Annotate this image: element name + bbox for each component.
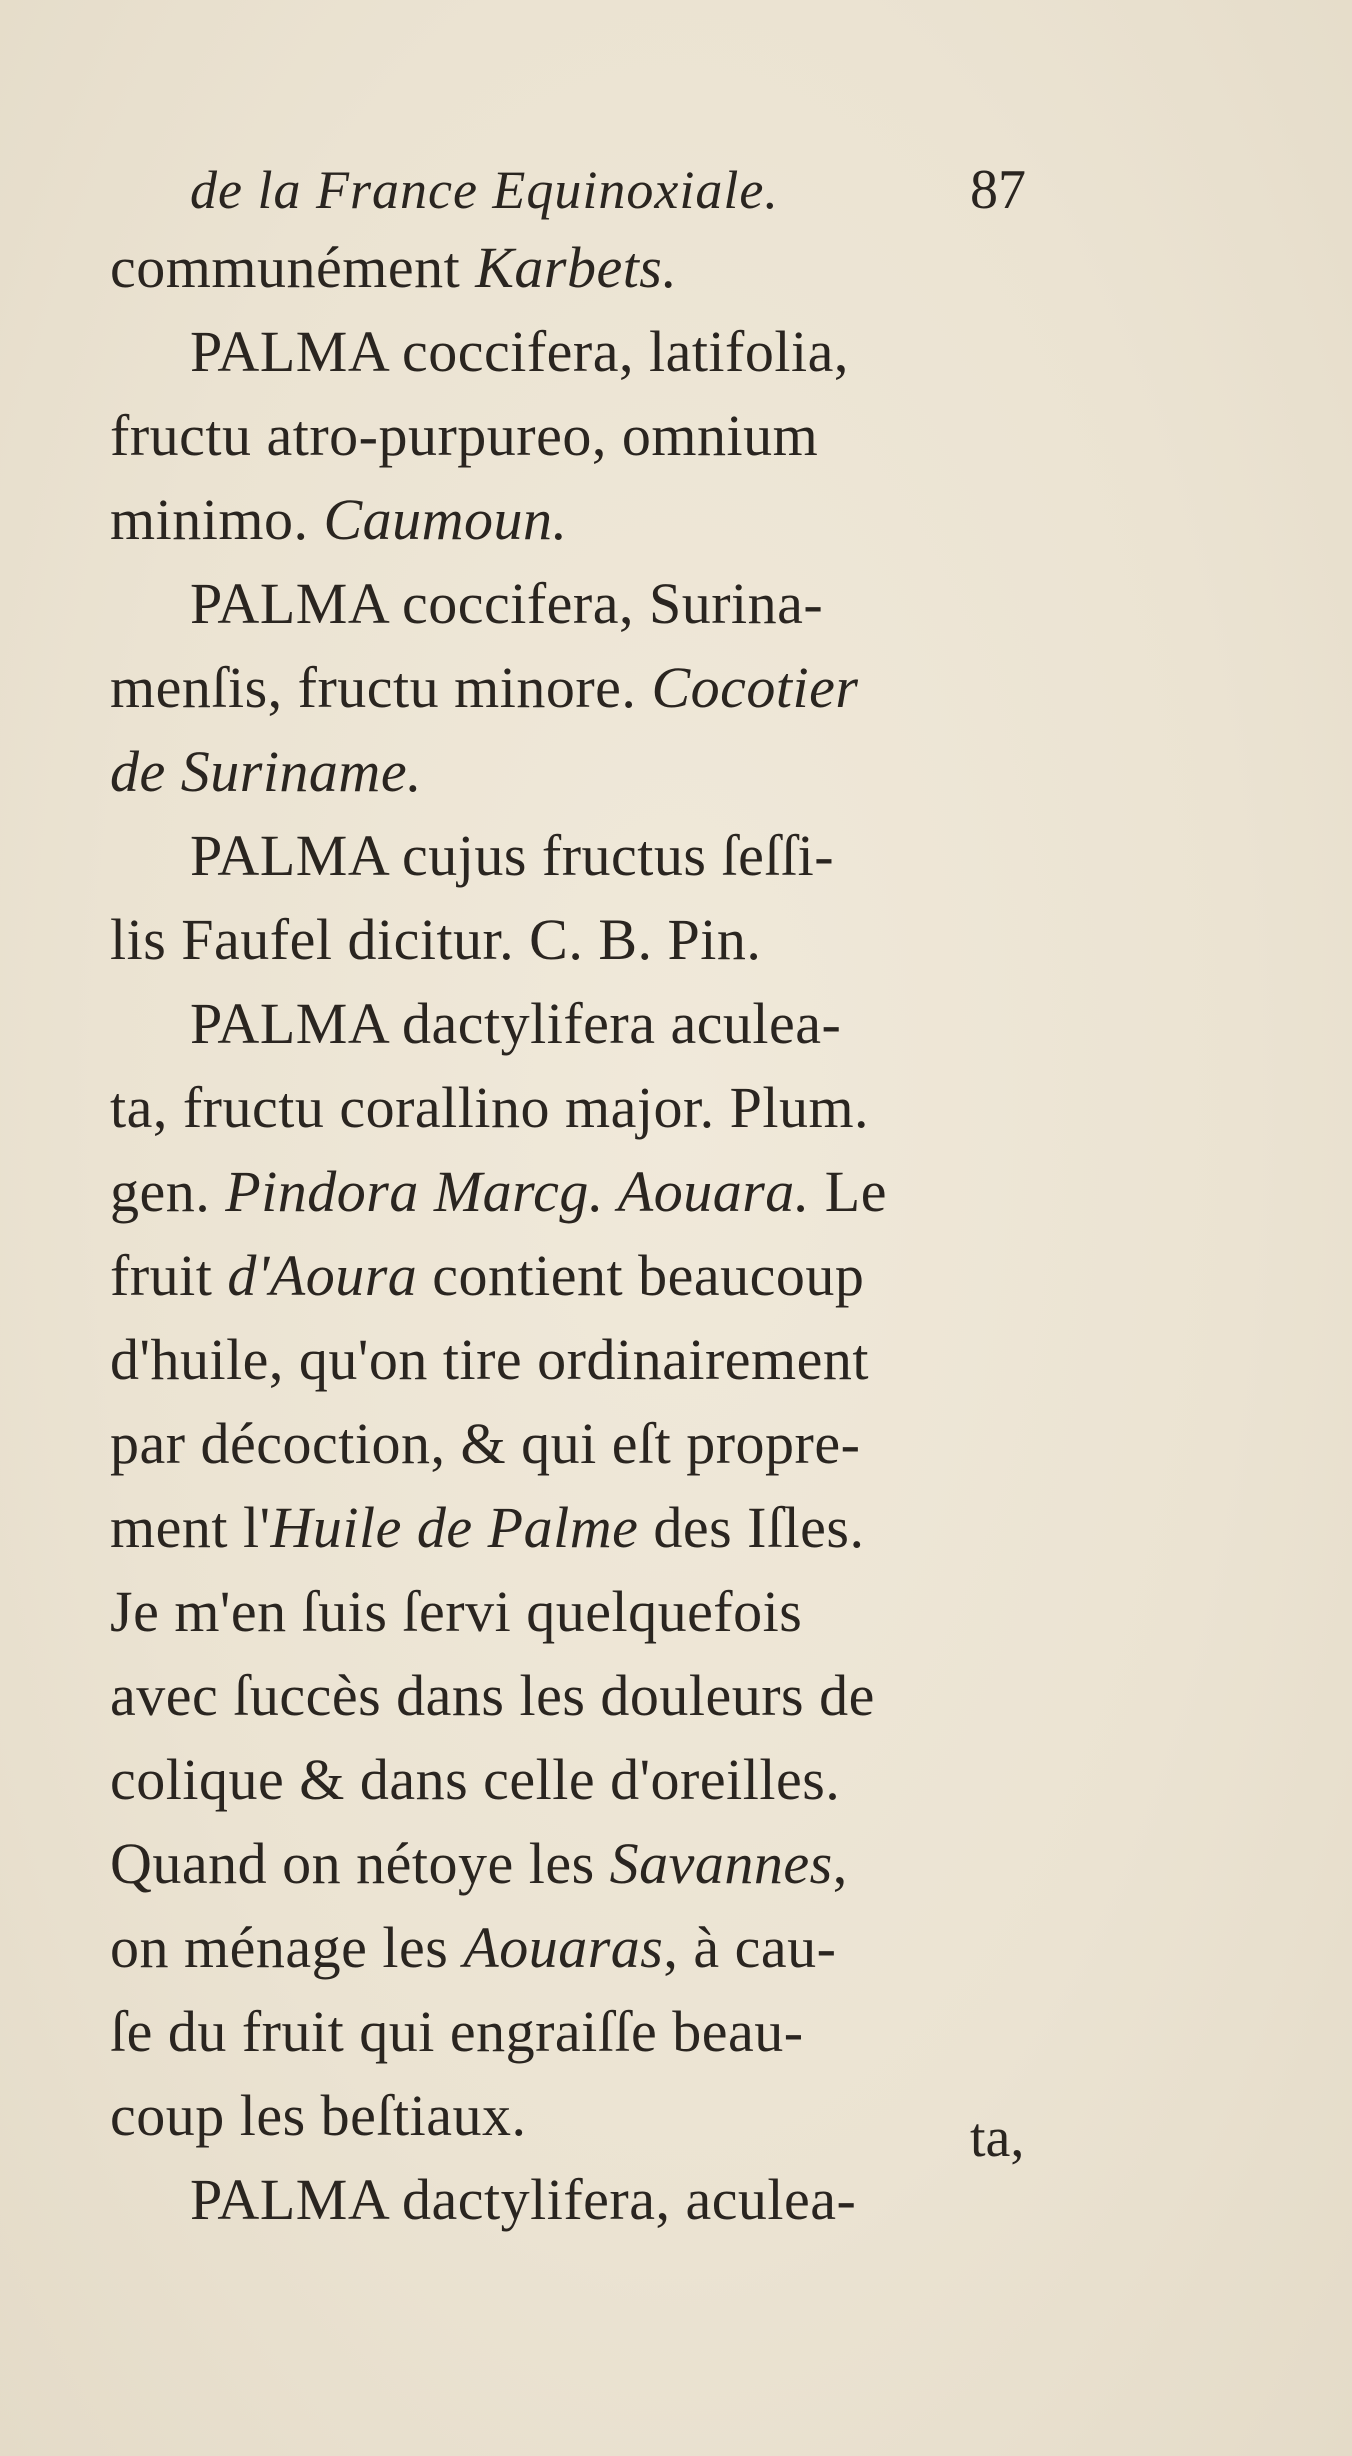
text-line: menſis, fructu minore. Cocotier	[110, 655, 859, 720]
running-title: de la France Equinoxiale.	[190, 160, 779, 220]
catchword: ta,	[970, 2107, 1025, 2169]
text-line: de Suriname.	[110, 739, 423, 804]
text-line: d'huile, qu'on tire ordinairement	[110, 1327, 869, 1392]
text-line: ment l'Huile de Palme des Iſles.	[110, 1495, 865, 1560]
text-line: ſe du fruit qui engraiſſe beau-	[110, 1999, 804, 2064]
text-line: coup les beſtiaux.	[110, 2083, 527, 2148]
text-line: PALMA dactylifera aculea-	[190, 991, 842, 1056]
text-line: minimo. Caumoun.	[110, 487, 568, 552]
text-line: fructu atro-purpureo, omnium	[110, 403, 819, 468]
body-text	[110, 226, 1110, 2242]
text-line: colique & dans celle d'oreilles.	[110, 1747, 841, 1812]
text-line: Je m'en ſuis ſervi quelquefois	[110, 1579, 803, 1644]
text-line: par décoction, & qui eſt propre-	[110, 1411, 861, 1476]
text-line: Quand on nétoye les Savannes,	[110, 1831, 848, 1896]
page-number: 87	[970, 159, 1026, 221]
text-line: gen. Pindora Marcg. Aouara. Le	[110, 1159, 887, 1224]
text-line: on ménage les Aouaras, à cau-	[110, 1915, 837, 1980]
text-line: PALMA cujus fructus ſeſſi-	[190, 823, 835, 888]
text-line: PALMA coccifera, latifolia,	[190, 319, 849, 384]
text-line: avec ſuccès dans les douleurs de	[110, 1663, 875, 1728]
text-line: ta, fructu corallino major. Plum.	[110, 1075, 870, 1140]
text-line: fruit d'Aoura contient beaucoup	[110, 1243, 865, 1308]
text-line: PALMA coccifera, Surina-	[190, 571, 824, 636]
text-line: communément Karbets.	[110, 235, 678, 300]
text-line: PALMA dactylifera, aculea-	[190, 2167, 857, 2232]
page-header	[190, 150, 1090, 230]
text-line: lis Faufel dicitur. C. B. Pin.	[110, 907, 762, 972]
